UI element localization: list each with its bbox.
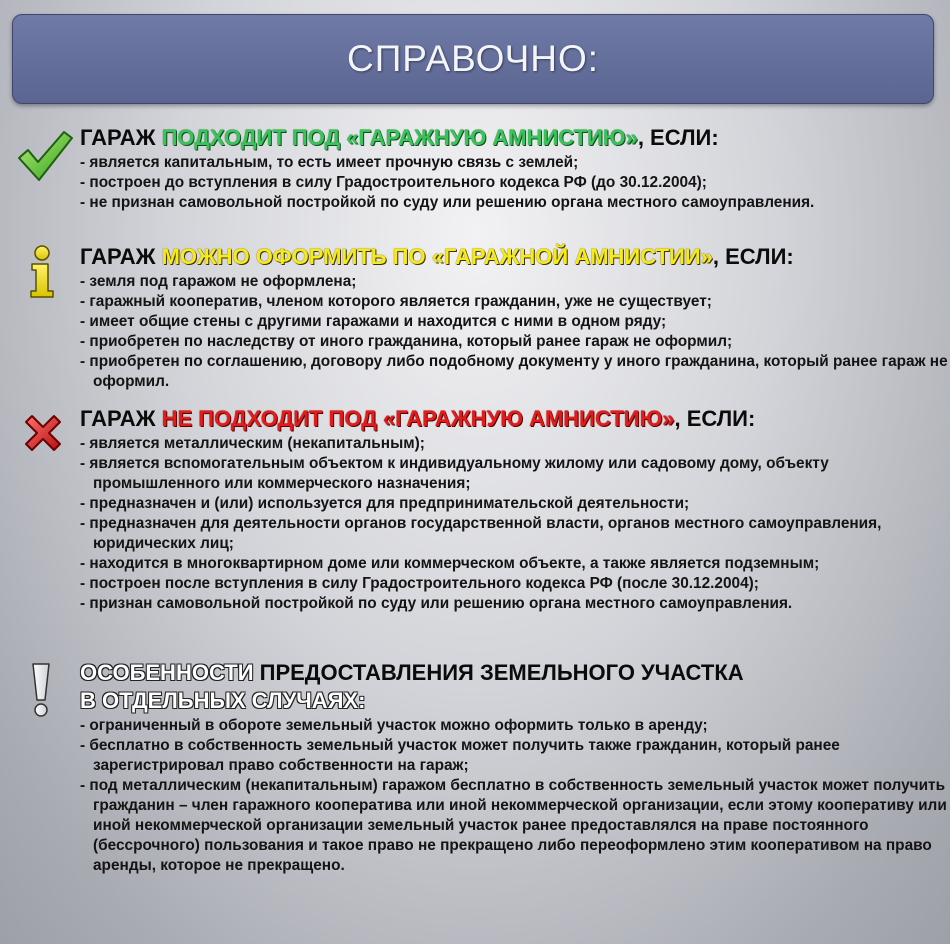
heading-highlight: В ОТДЕЛЬНЫХ СЛУЧАЯХ: <box>80 688 366 713</box>
list-item: - имеет общие стены с другими гаражами и находится с ними в одном ряду; <box>80 313 667 330</box>
list-item: - земля под гаражом не оформлена; <box>80 273 357 290</box>
list-item: - предназначен и (или) используется для предпринимательской деятельности; <box>80 495 690 512</box>
list-item: - не признан самовольной постройкой по суду или решению органа местного самоуправления. <box>80 194 815 211</box>
list-item: - является капитальным, то есть имеет прочную связь с землей; <box>80 154 579 171</box>
section-heading <box>80 243 950 271</box>
info-icon <box>28 245 56 299</box>
title-banner <box>12 14 934 104</box>
cross-icon <box>20 410 66 456</box>
heading-suffix: , ЕСЛИ: <box>674 406 756 431</box>
heading-highlight: ОСОБЕННОСТИ <box>80 660 254 685</box>
list-item: - является металлическим (некапитальным); <box>80 435 425 452</box>
heading-highlight: НЕ ПОДХОДИТ ПОД «ГАРАЖНУЮ АМНИСТИЮ» <box>161 406 675 431</box>
list-item: - ограниченный в обороте земельный участок можно оформить только в аренду; <box>80 717 708 734</box>
section-heading <box>80 405 950 433</box>
list-item: - признан самовольной постройкой по суду или решению органа местного самоуправления. <box>80 595 793 612</box>
bullet-list <box>80 434 950 614</box>
bullet-list <box>80 716 950 876</box>
section-heading-line2 <box>80 687 950 715</box>
heading-suffix: , ЕСЛИ: <box>637 125 719 150</box>
heading-rest: ПРЕДОСТАВЛЕНИЯ ЗЕМЕЛЬНОГО УЧАСТКА <box>253 660 744 685</box>
bullet-list <box>80 272 950 392</box>
list-item: - построен после вступления в силу Градостроительного кодекса РФ (после 30.12.2004); <box>80 575 759 592</box>
list-item: - построен до вступления в силу Градостроительного кодекса РФ (до 30.12.2004); <box>80 174 707 191</box>
list-item: - находится в многоквартирном доме или коммерческом объекте, а также является подземным; <box>80 555 820 572</box>
checkmark-icon <box>16 128 74 184</box>
bullet-list <box>80 153 950 213</box>
section-fits <box>80 124 950 213</box>
heading-prefix: ГАРАЖ <box>80 125 162 150</box>
heading-highlight: МОЖНО ОФОРМИТЬ ПО «ГАРАЖНОЙ АМНИСТИИ» <box>161 244 713 269</box>
list-item: - предназначен для деятельности органов государственной власти, органов местного самоуправления, юридических лиц; <box>80 515 882 552</box>
section-heading <box>80 659 950 687</box>
section-does-not-fit <box>80 405 950 614</box>
heading-prefix: ГАРАЖ <box>80 406 162 431</box>
list-item: - гаражный кооператив, членом которого является гражданин, уже не существует; <box>80 293 712 310</box>
list-item: - под металлическим (некапитальным) гаражом бесплатно в собственность земельный участок может получить гражданин – член гаражного кооператива или иной некоммерческой организации, если этому кооперативу или иной некоммерческой организации земельный участок ранее предоставлялся на праве постоянного (бессрочного) пользования и такое право не прекращено либо переоформлено этим кооперативом на право аренды, которое не прекращено. <box>80 777 947 874</box>
heading-prefix: ГАРАЖ <box>80 244 162 269</box>
section-can-register <box>80 243 950 392</box>
page-title: СПРАВОЧНО: <box>346 38 600 79</box>
section-land-plot <box>80 659 950 876</box>
section-heading <box>80 124 950 152</box>
heading-highlight: ПОДХОДИТ ПОД «ГАРАЖНУЮ АМНИСТИЮ» <box>161 125 638 150</box>
exclamation-icon <box>30 662 52 718</box>
list-item: - приобретен по наследству от иного гражданина, который ранее гараж не оформил; <box>80 333 733 350</box>
list-item: - бесплатно в собственность земельный участок может получить также гражданин, который ранее зарегистрировал право собственности на гараж; <box>80 737 840 774</box>
list-item: - является вспомогательным объектом к индивидуальному жилому или садовому дому, объекту промышленного или коммерческого назначения; <box>80 455 829 492</box>
list-item: - приобретен по соглашению, договору либо подобному документу у иного гражданина, который ранее гараж не оформил. <box>80 353 948 390</box>
heading-suffix: , ЕСЛИ: <box>712 244 794 269</box>
